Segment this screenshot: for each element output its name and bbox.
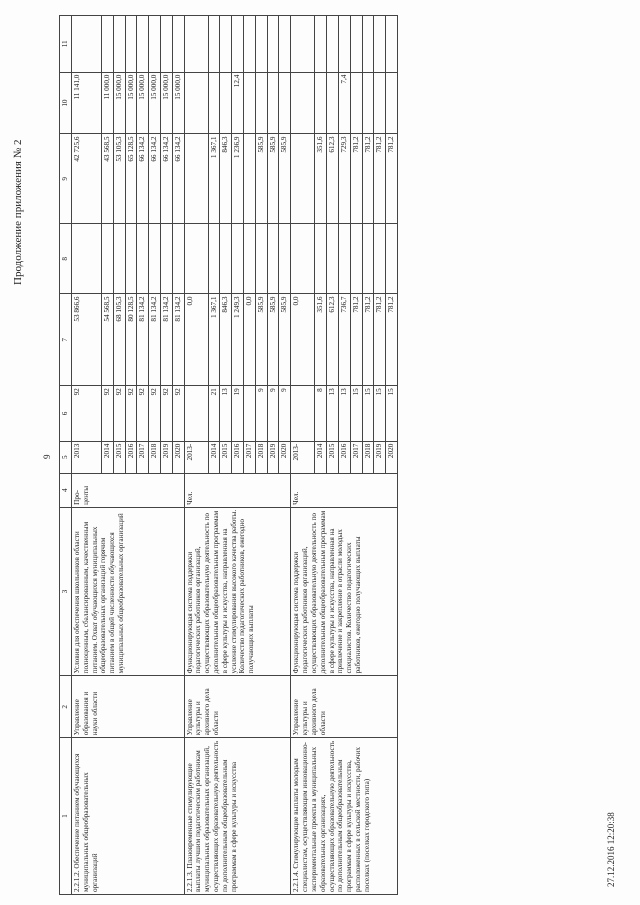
indicator-value-cell: 15: [386, 386, 398, 441]
indicator-value-cell: [244, 386, 256, 441]
total-funding-cell: 0,0: [244, 294, 256, 386]
year-cell: 2014: [102, 441, 114, 473]
regional-funding-cell: 1 236,9: [232, 134, 244, 224]
local-funding-cell: [255, 72, 267, 134]
total-funding-cell: 612,3: [327, 294, 339, 386]
local-funding-cell: [386, 72, 398, 134]
year-cell: 2014: [208, 441, 220, 473]
year-cell: 2019: [267, 441, 279, 473]
other-funding-cell: [137, 16, 149, 73]
indicator-cell: Функционирующая система поддержки педагогических работников организаций, осуществляющих образовательную деятельность по дополнительным общеобразовательным программам в сфере культуры и искусства, направленная на привлечение и закрепление в отрасли молодых специалистов. Количество педагогических работников, ежегодно получающих выплаты: [291, 507, 398, 676]
year-cell: 2019: [160, 441, 172, 473]
federal-funding-cell: [374, 224, 386, 294]
total-funding-cell: 54 568,5: [102, 294, 114, 386]
local-funding-cell: [374, 72, 386, 134]
other-funding-cell: [374, 16, 386, 73]
print-timestamp: 27.12.2016 12:20:38: [606, 812, 616, 887]
federal-funding-cell: [220, 224, 232, 294]
other-funding-cell: [149, 16, 161, 73]
regional-funding-cell: 43 568,5: [102, 134, 114, 224]
other-funding-cell: [125, 16, 137, 73]
federal-funding-cell: [208, 224, 220, 294]
other-funding-cell: [72, 16, 102, 73]
federal-funding-cell: [291, 224, 315, 294]
total-funding-cell: 0,0: [291, 294, 315, 386]
regional-funding-cell: 351,6: [315, 134, 327, 224]
regional-funding-cell: 846,3: [220, 134, 232, 224]
total-funding-cell: 53 866,6: [72, 294, 102, 386]
total-funding-cell: 80 128,5: [125, 294, 137, 386]
indicator-value-cell: 8: [315, 386, 327, 441]
column-header: 3: [60, 507, 72, 676]
regional-funding-cell: 781,2: [386, 134, 398, 224]
local-funding-cell: 15 000,0: [172, 72, 184, 134]
other-funding-cell: [338, 16, 350, 73]
year-cell: 2018: [362, 441, 374, 473]
local-funding-cell: 11 000,0: [102, 72, 114, 134]
regional-funding-cell: 585,9: [267, 134, 279, 224]
indicator-value-cell: 92: [137, 386, 149, 441]
unit-cell: Чел.: [291, 473, 398, 507]
other-funding-cell: [102, 16, 114, 73]
other-funding-cell: [386, 16, 398, 73]
regional-funding-cell: 781,2: [362, 134, 374, 224]
indicator-value-cell: 92: [102, 386, 114, 441]
regional-funding-cell: 585,9: [279, 134, 291, 224]
measure-cell: 2.2.1.4. Стимулирующие выплаты молодым специалистам, осуществляющим инновационно-экспериментальные проекты в муниципальных образовательных организациях, осуществляющих образовательную деятельность по дополнительным общеобразовательным программам в сфере культуры и искусства, расположенных в сельской местности, рабочих поселках (поселках городского типа): [291, 738, 398, 895]
total-funding-cell: 781,2: [374, 294, 386, 386]
year-cell: 2016: [338, 441, 350, 473]
other-funding-cell: [113, 16, 125, 73]
total-funding-cell: 0,0: [184, 294, 208, 386]
federal-funding-cell: [113, 224, 125, 294]
table-row: [184, 16, 208, 895]
federal-funding-cell: [279, 224, 291, 294]
federal-funding-cell: [102, 224, 114, 294]
federal-funding-cell: [350, 224, 362, 294]
indicator-value-cell: 9: [255, 386, 267, 441]
year-cell: 2017: [137, 441, 149, 473]
local-funding-cell: [291, 72, 315, 134]
indicator-value-cell: 13: [338, 386, 350, 441]
year-cell: 2018: [149, 441, 161, 473]
unit-cell: Чел.: [184, 473, 291, 507]
local-funding-cell: 15 000,0: [160, 72, 172, 134]
federal-funding-cell: [338, 224, 350, 294]
indicator-value-cell: [184, 386, 208, 441]
indicator-value-cell: 92: [125, 386, 137, 441]
other-funding-cell: [160, 16, 172, 73]
year-cell: 2020: [172, 441, 184, 473]
total-funding-cell: 846,3: [220, 294, 232, 386]
table-row: [291, 16, 315, 895]
federal-funding-cell: [267, 224, 279, 294]
year-cell: 2013: [72, 441, 102, 473]
other-funding-cell: [244, 16, 256, 73]
federal-funding-cell: [184, 224, 208, 294]
regional-funding-cell: 781,2: [350, 134, 362, 224]
other-funding-cell: [267, 16, 279, 73]
column-header: 4: [60, 473, 72, 507]
regional-funding-cell: 65 128,5: [125, 134, 137, 224]
regional-funding-cell: [184, 134, 208, 224]
regional-funding-cell: 729,3: [338, 134, 350, 224]
column-header: 6: [60, 386, 72, 441]
total-funding-cell: 585,9: [255, 294, 267, 386]
federal-funding-cell: [232, 224, 244, 294]
column-header: 8: [60, 224, 72, 294]
indicator-value-cell: 19: [232, 386, 244, 441]
total-funding-cell: 1 367,1: [208, 294, 220, 386]
total-funding-cell: 1 249,3: [232, 294, 244, 386]
local-funding-cell: 7,4: [338, 72, 350, 134]
total-funding-cell: 781,2: [350, 294, 362, 386]
local-funding-cell: [315, 72, 327, 134]
total-funding-cell: 781,2: [386, 294, 398, 386]
appendix-title: Продолжение приложения № 2: [12, 139, 24, 285]
column-header: 10: [60, 72, 72, 134]
regional-funding-cell: 66 134,2: [137, 134, 149, 224]
local-funding-cell: 15 000,0: [113, 72, 125, 134]
indicator-value-cell: 15: [350, 386, 362, 441]
column-header: 2: [60, 676, 72, 738]
total-funding-cell: 736,7: [338, 294, 350, 386]
local-funding-cell: 11 141,0: [72, 72, 102, 134]
local-funding-cell: 15 000,0: [149, 72, 161, 134]
federal-funding-cell: [137, 224, 149, 294]
total-funding-cell: 585,9: [267, 294, 279, 386]
local-funding-cell: 12,4: [232, 72, 244, 134]
year-cell: 2017: [350, 441, 362, 473]
executor-cell: Управление культуры и архивного дела области: [291, 676, 398, 738]
regional-funding-cell: 53 105,3: [113, 134, 125, 224]
indicator-value-cell: 9: [279, 386, 291, 441]
year-cell: 2015: [220, 441, 232, 473]
total-funding-cell: 351,6: [315, 294, 327, 386]
column-header: 5: [60, 441, 72, 473]
federal-funding-cell: [172, 224, 184, 294]
federal-funding-cell: [386, 224, 398, 294]
total-funding-cell: 585,9: [279, 294, 291, 386]
local-funding-cell: [184, 72, 208, 134]
indicator-value-cell: 92: [160, 386, 172, 441]
total-funding-cell: 81 134,2: [160, 294, 172, 386]
local-funding-cell: [267, 72, 279, 134]
other-funding-cell: [184, 16, 208, 73]
other-funding-cell: [279, 16, 291, 73]
regional-funding-cell: 1 367,1: [208, 134, 220, 224]
other-funding-cell: [220, 16, 232, 73]
indicator-value-cell: 15: [374, 386, 386, 441]
regional-funding-cell: [244, 134, 256, 224]
unit-cell: Про-центы: [72, 473, 185, 507]
measure-cell: 2.2.1.3. Плановременные стимулирующие выплаты лучшим педагогическим работникам муниципальных образовательных организаций, осуществляющих образовательную деятельность по дополнительным общеобразовательным программам в сфере культуры и искусства: [184, 738, 291, 895]
indicator-value-cell: 9: [267, 386, 279, 441]
regional-funding-cell: 66 134,2: [160, 134, 172, 224]
other-funding-cell: [315, 16, 327, 73]
executor-cell: Управление культуры и архивного дела области: [184, 676, 291, 738]
indicator-cell: Условия для обеспечения школьников области полноценным, сбалансированным, качественным питанием. Охват обучающихся муниципальных общеобразовательных организаций горячим питанием в общей численности обучающихся муниципальных общеобразовательных организаций: [72, 507, 185, 676]
year-cell: 2013-: [291, 441, 315, 473]
indicator-value-cell: 92: [72, 386, 102, 441]
indicator-value-cell: 15: [362, 386, 374, 441]
regional-funding-cell: [291, 134, 315, 224]
indicator-cell: Функционирующая система поддержки педагогических работников организаций, осуществляющих образовательную деятельность по дополнительным общеобразовательным программам в сфере культуры и искусства, направленная на усиление стимулирования высокого качества работы. Количество педагогических работников, ежегодно получающих выплаты: [184, 507, 291, 676]
indicator-value-cell: 21: [208, 386, 220, 441]
total-funding-cell: 81 134,2: [172, 294, 184, 386]
local-funding-cell: [350, 72, 362, 134]
column-header: 9: [60, 134, 72, 224]
page-number: 9: [42, 454, 52, 459]
table-row: [72, 16, 102, 895]
indicator-value-cell: 13: [327, 386, 339, 441]
other-funding-cell: [232, 16, 244, 73]
column-header: 1: [60, 738, 72, 895]
local-funding-cell: [279, 72, 291, 134]
other-funding-cell: [362, 16, 374, 73]
local-funding-cell: 15 000,0: [125, 72, 137, 134]
other-funding-cell: [208, 16, 220, 73]
total-funding-cell: 81 134,2: [149, 294, 161, 386]
other-funding-cell: [350, 16, 362, 73]
regional-funding-cell: 781,2: [374, 134, 386, 224]
indicator-value-cell: 92: [149, 386, 161, 441]
federal-funding-cell: [362, 224, 374, 294]
regional-funding-cell: 66 134,2: [149, 134, 161, 224]
year-cell: 2014: [315, 441, 327, 473]
federal-funding-cell: [125, 224, 137, 294]
indicator-value-cell: 92: [113, 386, 125, 441]
year-cell: 2013-: [184, 441, 208, 473]
year-cell: 2020: [279, 441, 291, 473]
total-funding-cell: 781,2: [362, 294, 374, 386]
indicator-value-cell: 13: [220, 386, 232, 441]
total-funding-cell: 81 134,2: [137, 294, 149, 386]
column-header: 7: [60, 294, 72, 386]
year-cell: 2016: [232, 441, 244, 473]
regional-funding-cell: 585,9: [255, 134, 267, 224]
indicator-value-cell: [291, 386, 315, 441]
program-table: [59, 15, 398, 895]
federal-funding-cell: [149, 224, 161, 294]
column-number-row: [60, 16, 72, 895]
federal-funding-cell: [244, 224, 256, 294]
year-cell: 2020: [386, 441, 398, 473]
federal-funding-cell: [315, 224, 327, 294]
year-cell: 2019: [374, 441, 386, 473]
other-funding-cell: [255, 16, 267, 73]
federal-funding-cell: [72, 224, 102, 294]
total-funding-cell: 68 105,3: [113, 294, 125, 386]
year-cell: 2015: [327, 441, 339, 473]
measure-cell: 2.2.1.2. Обеспечение питанием обучающихся муниципальных общеобразовательных организаций: [72, 738, 185, 895]
regional-funding-cell: 66 134,2: [172, 134, 184, 224]
year-cell: 2015: [113, 441, 125, 473]
year-cell: 2017: [244, 441, 256, 473]
local-funding-cell: [220, 72, 232, 134]
regional-funding-cell: 612,3: [327, 134, 339, 224]
year-cell: 2016: [125, 441, 137, 473]
year-cell: 2018: [255, 441, 267, 473]
other-funding-cell: [172, 16, 184, 73]
indicator-value-cell: 92: [172, 386, 184, 441]
local-funding-cell: [208, 72, 220, 134]
regional-funding-cell: 42 725,6: [72, 134, 102, 224]
local-funding-cell: [327, 72, 339, 134]
federal-funding-cell: [255, 224, 267, 294]
local-funding-cell: [244, 72, 256, 134]
executor-cell: Управление образования и науки области: [72, 676, 185, 738]
other-funding-cell: [291, 16, 315, 73]
federal-funding-cell: [160, 224, 172, 294]
other-funding-cell: [327, 16, 339, 73]
local-funding-cell: 15 000,0: [137, 72, 149, 134]
local-funding-cell: [362, 72, 374, 134]
column-header: 11: [60, 16, 72, 73]
federal-funding-cell: [327, 224, 339, 294]
